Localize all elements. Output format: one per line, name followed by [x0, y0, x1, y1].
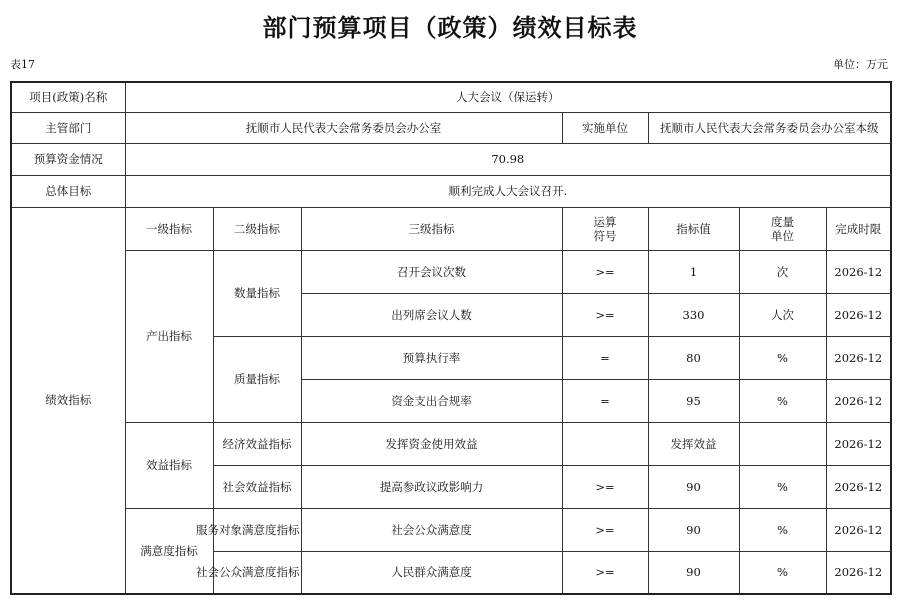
row-operator: >=	[562, 508, 648, 551]
header-deadline: 完成时限	[826, 207, 891, 250]
row-operator: =	[562, 336, 648, 379]
row-unit: 人次	[739, 293, 826, 336]
table-row	[11, 250, 891, 293]
group-service-satisfaction: 服务对象满意度指标	[213, 508, 301, 551]
project-row	[11, 82, 891, 112]
page-title: 部门预算项目（政策）绩效目标表	[262, 14, 638, 42]
row-deadline: 2026-12	[826, 508, 891, 551]
row-name: 发挥资金使用效益	[301, 422, 562, 465]
row-name: 提高参政议政影响力	[301, 465, 562, 508]
row-deadline: 2026-12	[826, 551, 891, 594]
project-label: 项目(政策)名称	[11, 82, 125, 112]
row-value: 95	[648, 379, 739, 422]
row-deadline: 2026-12	[826, 336, 891, 379]
performance-label: 绩效指标	[11, 207, 125, 594]
group-quantity: 数量指标	[213, 250, 301, 336]
goal-value: 顺利完成人大会议召开.	[125, 175, 891, 207]
group-benefit: 效益指标	[125, 422, 213, 508]
budget-label: 预算资金情况	[11, 143, 125, 175]
row-unit: %	[739, 465, 826, 508]
header-unit: 度量 单位	[739, 207, 826, 250]
row-name: 资金支出合规率	[301, 379, 562, 422]
row-unit: %	[739, 336, 826, 379]
row-value: 80	[648, 336, 739, 379]
header-level2: 二级指标	[213, 207, 301, 250]
row-deadline: 2026-12	[826, 293, 891, 336]
row-deadline: 2026-12	[826, 465, 891, 508]
row-value: 330	[648, 293, 739, 336]
budget-value: 70.98	[125, 143, 891, 175]
table-row	[11, 422, 891, 465]
row-unit: 次	[739, 250, 826, 293]
goal-label: 总体目标	[11, 175, 125, 207]
group-satisfaction: 满意度指标	[125, 508, 213, 594]
row-operator: >=	[562, 465, 648, 508]
goal-row	[11, 175, 891, 207]
row-operator: >=	[562, 551, 648, 594]
department-row	[11, 112, 891, 143]
row-value: 90	[648, 508, 739, 551]
row-value: 90	[648, 551, 739, 594]
project-value: 人大会议（保运转）	[125, 82, 891, 112]
row-operator	[562, 422, 648, 465]
group-social: 社会效益指标	[213, 465, 301, 508]
row-operator: >=	[562, 293, 648, 336]
performance-table	[10, 81, 892, 595]
department-value: 抚顺市人民代表大会常务委员会办公室	[125, 112, 562, 143]
department-label: 主管部门	[11, 112, 125, 143]
row-name: 人民群众满意度	[301, 551, 562, 594]
header-level3: 三级指标	[301, 207, 562, 250]
row-unit	[739, 422, 826, 465]
row-value: 发挥效益	[648, 422, 739, 465]
row-operator: >=	[562, 250, 648, 293]
row-unit: %	[739, 551, 826, 594]
row-deadline: 2026-12	[826, 379, 891, 422]
row-name: 出列席会议人数	[301, 293, 562, 336]
table-number: 表17	[10, 58, 35, 71]
implementer-value: 抚顺市人民代表大会常务委员会办公室本级	[648, 112, 891, 143]
row-name: 召开会议次数	[301, 250, 562, 293]
row-name: 社会公众满意度	[301, 508, 562, 551]
group-output: 产出指标	[125, 250, 213, 422]
row-value: 1	[648, 250, 739, 293]
row-name: 预算执行率	[301, 336, 562, 379]
header-row	[11, 207, 891, 250]
unit-label: 单位：万元	[833, 58, 888, 71]
implementer-label: 实施单位	[562, 112, 648, 143]
row-operator: =	[562, 379, 648, 422]
header-operator: 运算 符号	[562, 207, 648, 250]
group-quality: 质量指标	[213, 336, 301, 422]
row-deadline: 2026-12	[826, 422, 891, 465]
group-econ: 经济效益指标	[213, 422, 301, 465]
budget-row	[11, 143, 891, 175]
header-value: 指标值	[648, 207, 739, 250]
row-value: 90	[648, 465, 739, 508]
row-unit: %	[739, 379, 826, 422]
header-level1: 一级指标	[125, 207, 213, 250]
row-unit: %	[739, 508, 826, 551]
row-deadline: 2026-12	[826, 250, 891, 293]
table-row	[11, 508, 891, 551]
group-public-satisfaction: 社会公众满意度指标	[213, 551, 301, 594]
